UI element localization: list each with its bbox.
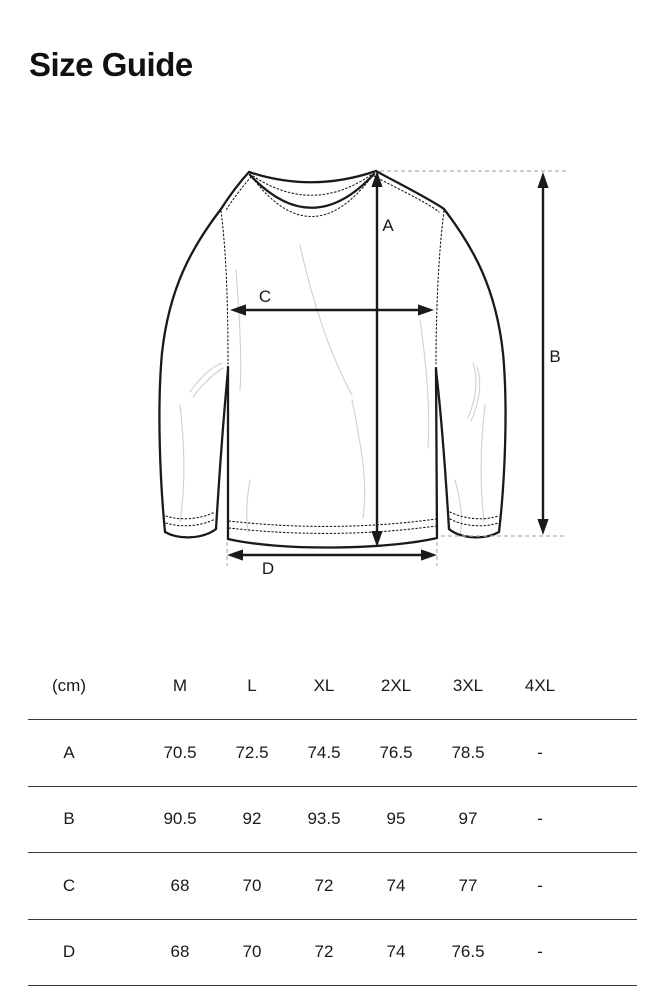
shirt-diagram-svg — [0, 150, 665, 580]
size-value: - — [537, 742, 543, 762]
size-value: - — [537, 809, 543, 829]
column-header-4xl: 4XL — [524, 675, 556, 695]
dimension-label: A — [63, 742, 75, 762]
guide-dashed-lines — [227, 171, 566, 566]
size-table-row-c — [28, 853, 637, 920]
column-header-2xl: 2XL — [380, 675, 412, 695]
size-value: 74.5 — [307, 742, 341, 762]
page-title: Size Guide — [29, 46, 193, 83]
shirt-outline — [159, 171, 505, 548]
spacer-cell — [110, 652, 144, 719]
size-value: 70 — [242, 875, 262, 895]
shirt-measurement-diagram — [0, 150, 665, 580]
spacer-cell — [110, 920, 144, 986]
dimension-label: D — [62, 942, 76, 962]
dimension-label: B — [63, 809, 75, 829]
size-table — [28, 652, 637, 986]
size-value: 68 — [170, 875, 190, 895]
measure-label-a: A — [382, 216, 394, 235]
measure-arrow-d — [227, 549, 437, 560]
size-value: 92 — [242, 809, 262, 829]
size-value: 74 — [386, 942, 406, 962]
measure-label-d: D — [261, 559, 275, 578]
size-value: 72 — [314, 875, 334, 895]
size-value: 95 — [386, 809, 406, 829]
spacer-cell — [110, 787, 144, 853]
measure-label-c: C — [258, 287, 272, 306]
stitch-lines — [166, 175, 498, 533]
size-value: 93.5 — [307, 809, 341, 829]
size-value: 78.5 — [451, 742, 485, 762]
measure-label-b: B — [549, 347, 561, 366]
size-table-row-a — [28, 720, 637, 787]
size-table-row-d — [28, 920, 637, 987]
measure-arrow-c — [230, 304, 434, 315]
size-value: - — [537, 875, 543, 895]
column-header-m: M — [172, 675, 188, 695]
dimension-label: C — [62, 875, 76, 895]
size-value: 72 — [314, 942, 334, 962]
column-header-xl: XL — [313, 675, 335, 695]
measure-arrow-b — [537, 172, 548, 535]
spacer-cell — [110, 720, 144, 786]
size-value: 90.5 — [163, 809, 197, 829]
size-value: 72.5 — [235, 742, 269, 762]
column-header-l: L — [247, 675, 257, 695]
size-table-header-row — [28, 652, 637, 720]
size-value: 74 — [386, 875, 406, 895]
size-value: 76.5 — [451, 942, 485, 962]
size-value: - — [537, 942, 543, 962]
column-header-3xl: 3XL — [452, 675, 484, 695]
size-value: 70.5 — [163, 742, 197, 762]
size-value: 76.5 — [379, 742, 413, 762]
measure-arrow-a — [371, 171, 382, 547]
size-value: 97 — [458, 809, 478, 829]
size-table-row-b — [28, 787, 637, 854]
spacer-cell — [110, 853, 144, 919]
size-value: 68 — [170, 942, 190, 962]
size-value: 70 — [242, 942, 262, 962]
size-value: 77 — [458, 875, 478, 895]
unit-header-cell: (cm) — [52, 675, 86, 695]
